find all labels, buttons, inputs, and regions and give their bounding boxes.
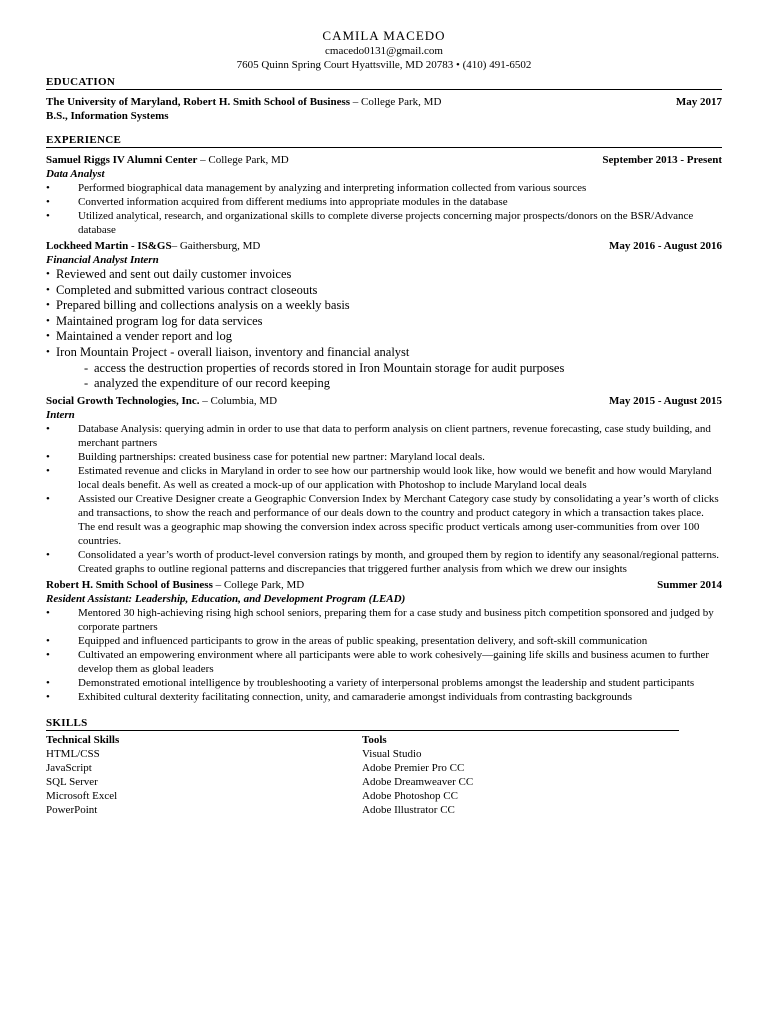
job-org-line xyxy=(46,578,304,592)
tool-item: Adobe Dreamweaver CC xyxy=(362,775,474,788)
list-item: • Utilized analytical, research, and organizational skills to complete diverse projects concerning major prospects/donors on the BSR/Advance database xyxy=(46,209,722,237)
list-item: • Iron Mountain Project - overall liaison, inventory and financial analyst xyxy=(46,345,722,361)
list-item: • Consolidated a year’s worth of product-level conversion ratings by month, and grouped them by region to identify any seasonal/regional patterns. Created graphs to outline regional patterns and discrepancies that triggered further analysis from which we drew our insights xyxy=(46,548,722,576)
skill-item: HTML/CSS xyxy=(46,747,100,760)
job-entry-smith-school xyxy=(46,578,722,704)
list-item: - analyzed the expenditure of our record keeping xyxy=(46,376,722,392)
school-name: The University of Maryland, Robert H. Smith School of Business xyxy=(46,96,351,108)
job-bullets xyxy=(46,422,722,576)
list-item: • Mentored 30 high-achieving rising high school seniors, preparing them for a case study and business pitch competition sponsored and judged by corporate partners xyxy=(46,606,722,634)
job-sub-bullets xyxy=(46,361,722,392)
experience-list xyxy=(46,153,722,704)
education-section-title: EDUCATION xyxy=(46,75,722,90)
education-date: May 2017 xyxy=(675,96,722,108)
job-header xyxy=(46,394,722,408)
list-item: • Assisted our Creative Designer create a Geographic Conversion Index by Merchant Category case study by consolidating a year’s worth of clicks and transactions, to show the reach and performance of our deals down to the country and product category in which a transaction takes place. The end result was a geographic map showing the conversion index across specific product verticals among user-communities from over 100 countries. xyxy=(46,492,722,548)
list-item: • Maintained program log for data services xyxy=(46,314,722,330)
skills-section-title: SKILLS xyxy=(46,716,679,731)
job-location: – College Park, MD xyxy=(197,154,289,166)
job-bullets xyxy=(46,606,722,704)
job-org: Samuel Riggs IV Alumni Center xyxy=(46,154,198,166)
job-date: September 2013 - Present xyxy=(602,154,722,166)
skill-item: SQL Server xyxy=(46,775,98,788)
job-org: Robert H. Smith School of Business xyxy=(46,578,213,591)
list-item: • Building partnerships: created business case for potential new partner: Maryland local deals. xyxy=(46,450,722,464)
technical-skills-column xyxy=(46,733,362,817)
job-entry-alumni-center xyxy=(46,153,722,237)
tools-column xyxy=(362,733,473,817)
list-item: • Estimated revenue and clicks in Maryland in order to see how our partnership would look like, how would we benefit and how would Maryland local deals benefit. As well as created a mock-up of our application with Photoshop to include Maryland local deals xyxy=(46,464,722,492)
job-role: Resident Assistant: Leadership, Education, and Development Program (LEAD) xyxy=(46,592,406,605)
resume-header xyxy=(46,0,722,72)
education-entry xyxy=(46,95,722,123)
list-item: • Maintained a vender report and log xyxy=(46,329,722,345)
candidate-name: CAMILA MACEDO xyxy=(322,28,446,43)
skill-item: Microsoft Excel xyxy=(46,789,118,802)
job-date: May 2016 - August 2016 xyxy=(608,240,722,252)
job-role: Intern xyxy=(46,408,75,421)
job-org-line xyxy=(46,239,260,253)
list-item: • Prepared billing and collections analysis on a weekly basis xyxy=(46,298,722,314)
list-item: • Reviewed and sent out daily customer invoices xyxy=(46,267,722,283)
job-bullets xyxy=(46,181,722,237)
experience-section-title: EXPERIENCE xyxy=(46,133,722,148)
tools-title: Tools xyxy=(362,733,387,746)
job-role: Financial Analyst Intern xyxy=(46,254,159,266)
skill-item: PowerPoint xyxy=(46,803,98,816)
job-date: May 2015 - August 2015 xyxy=(608,394,722,407)
list-item: • Converted information acquired from different mediums into appropriate modules in the database xyxy=(46,195,722,209)
job-location: – Gaithersburg, MD xyxy=(171,240,261,252)
job-bullets xyxy=(46,267,722,361)
list-item: • Demonstrated emotional intelligence by troubleshooting a variety of interpersonal problems amongst the leadership and student participants xyxy=(46,676,722,690)
education-row xyxy=(46,95,722,109)
technical-skills-title: Technical Skills xyxy=(46,733,120,746)
tool-item: Adobe Illustrator CC xyxy=(362,803,455,816)
job-date: Summer 2014 xyxy=(657,578,722,591)
job-entry-social-growth xyxy=(46,394,722,576)
job-org-line xyxy=(46,153,289,167)
job-header xyxy=(46,153,722,167)
job-org: Lockheed Martin - IS&GS xyxy=(46,240,172,252)
job-entry-lockheed xyxy=(46,239,722,392)
email-line: cmacedo0131@gmail.com xyxy=(325,45,443,57)
skills-table xyxy=(46,733,722,817)
job-header xyxy=(46,239,722,253)
tool-item: Adobe Photoshop CC xyxy=(362,789,458,802)
degree: B.S., Information Systems xyxy=(46,110,169,122)
education-school-line xyxy=(46,95,441,109)
job-location: – Columbia, MD xyxy=(199,394,278,407)
job-org: Social Growth Technologies, Inc. xyxy=(46,394,200,407)
tool-item: Visual Studio xyxy=(362,747,422,760)
skill-item: JavaScript xyxy=(46,761,92,774)
tool-item: Adobe Premier Pro CC xyxy=(362,761,465,774)
list-item: • Equipped and influenced participants to grow in the areas of public speaking, presentation delivery, and soft-skill communication xyxy=(46,634,722,648)
address-phone-line: 7605 Quinn Spring Court Hyattsville, MD 20783 • (410) 491-6502 xyxy=(236,59,532,71)
job-org-line xyxy=(46,394,277,408)
list-item: • Cultivated an empowering environment where all participants were able to work cohesively—gaining life skills and business acumen to further develop them as global leaders xyxy=(46,648,722,676)
list-item: • Performed biographical data management by analyzing and interpreting information collected from various sources xyxy=(46,181,722,195)
list-item: • Database Analysis: querying admin in order to use that data to perform analysis on client partners, revenue forecasting, case study building, and merchant partners xyxy=(46,422,722,450)
job-header xyxy=(46,578,722,592)
job-location: – College Park, MD xyxy=(212,578,305,591)
list-item: • Completed and submitted various contract closeouts xyxy=(46,283,722,299)
job-role: Data Analyst xyxy=(46,168,105,180)
list-item: • Exhibited cultural dexterity facilitating connection, unity, and camaraderie amongst individuals from contrasting backgrounds xyxy=(46,690,722,704)
list-item: - access the destruction properties of records stored in Iron Mountain storage for audit purposes xyxy=(46,361,722,377)
school-location: – College Park, MD xyxy=(350,96,442,108)
